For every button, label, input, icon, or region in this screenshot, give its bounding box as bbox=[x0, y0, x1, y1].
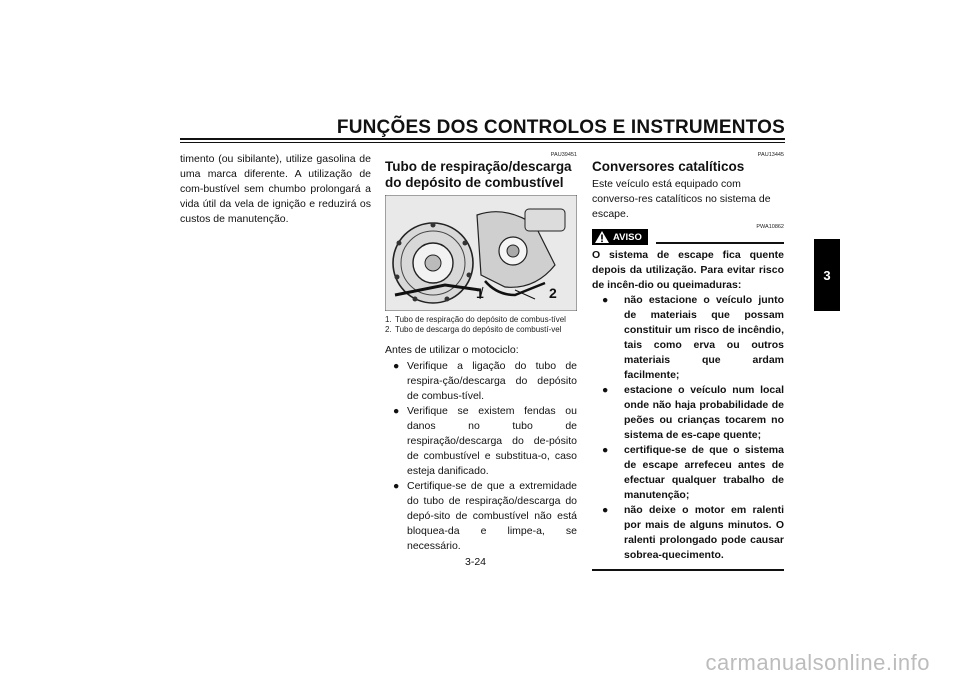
list-item-text: Verifique a ligação do tubo de respira-ção/descarga do depósito de combus-tível. bbox=[407, 360, 577, 402]
warning-label: AVISO bbox=[613, 231, 642, 243]
bullet-icon: ● bbox=[602, 384, 609, 396]
warning-code: PWA10862 bbox=[756, 224, 784, 230]
caption-text: Tubo de respiração do depósito de combus-tível bbox=[395, 315, 566, 324]
caption-text: Tubo de descarga do depósito de combustí-vel bbox=[395, 325, 562, 334]
section-title: Conversores catalíticos bbox=[592, 159, 745, 174]
list-item bbox=[592, 293, 784, 383]
bullet-icon: ● bbox=[393, 480, 400, 492]
column-3 bbox=[592, 152, 784, 571]
warning-end-rule bbox=[592, 569, 784, 571]
list-item-text: não deixe o motor em ralenti por mais de alguns minutos. O ralenti prolongado pode causar sobrea-quecimento. bbox=[624, 504, 784, 561]
bullet-icon: ● bbox=[602, 444, 609, 456]
column-2 bbox=[385, 152, 577, 554]
bullet-icon: ● bbox=[393, 405, 400, 417]
list-item-text: certifique-se de que o sistema de escape arrefeceu antes de efectuar qualquer trabalho de manutenção; bbox=[624, 444, 784, 501]
warning-body bbox=[592, 248, 784, 563]
figure-label-2: 2 bbox=[549, 285, 557, 301]
figure-label-1: 1 bbox=[476, 285, 484, 301]
figure-caption bbox=[385, 315, 577, 335]
page-header-title: FUNÇÕES DOS CONTROLOS E INSTRUMENTOS bbox=[336, 117, 785, 138]
section-title: Tubo de respiração/descarga do depósito de combustível bbox=[385, 159, 572, 190]
section-code: PAU39451 bbox=[550, 152, 577, 158]
warning-rule bbox=[656, 242, 784, 244]
list-item-text: Verifique se existem fendas ou danos no tubo de respiração/descarga do de-pósito de combustível e substitua-o, caso esteja danificado. bbox=[407, 405, 577, 477]
intro-text: Antes de utilizar o motociclo: bbox=[385, 344, 519, 356]
column-1 bbox=[180, 152, 371, 227]
body-paragraph: timento (ou sibilante), utilize gasolina de uma marca diferente. A utilização de com-bustível sem chumbo prolongará a vida útil da vela de ignição e reduzirá os custos de manutenção. bbox=[180, 153, 371, 225]
warning-list bbox=[592, 293, 784, 563]
list-item bbox=[385, 404, 577, 479]
body-paragraph: Este veículo está equipado com converso-res catalíticos no sistema de escape. bbox=[592, 178, 771, 220]
caption-number: 2. bbox=[385, 325, 392, 334]
header-rule bbox=[180, 138, 785, 140]
header-rule-thin bbox=[180, 142, 785, 143]
caption-number: 1. bbox=[385, 315, 392, 324]
list-item bbox=[385, 479, 577, 554]
warning-intro: O sistema de escape fica quente depois da utilização. Para evitar risco de incên-dio ou queimaduras: bbox=[592, 249, 784, 291]
list-item-text: não estacione o veículo junto de materiais que possam constituir um risco de incêndio, tais como erva ou outros materiais que ardam facilmente; bbox=[624, 294, 784, 381]
list-item-text: estacione o veículo num local onde não haja probabilidade de peões ou crianças tocarem no sistema de es-cape quente; bbox=[624, 384, 784, 441]
section-code: PAU13445 bbox=[757, 152, 784, 158]
bullet-icon: ● bbox=[602, 294, 609, 306]
warning-header bbox=[592, 229, 784, 245]
warning-triangle-icon bbox=[594, 230, 610, 244]
page-number: 3-24 bbox=[465, 556, 487, 568]
list-item bbox=[385, 359, 577, 404]
bullet-icon: ● bbox=[393, 360, 400, 372]
section-tab: 3 bbox=[814, 239, 840, 311]
list-item bbox=[592, 443, 784, 503]
warning-badge bbox=[592, 229, 648, 245]
list-item bbox=[592, 503, 784, 563]
list-item bbox=[592, 383, 784, 443]
watermark: carmanualsonline.info bbox=[705, 650, 930, 675]
list-item-text: Certifique-se de que a extremidade do tubo de respiração/descarga do depó-sito de combustível não está bloquea-da e limpe-a, se necessário. bbox=[407, 480, 577, 552]
bullet-icon: ● bbox=[602, 504, 609, 516]
check-list bbox=[385, 359, 577, 554]
